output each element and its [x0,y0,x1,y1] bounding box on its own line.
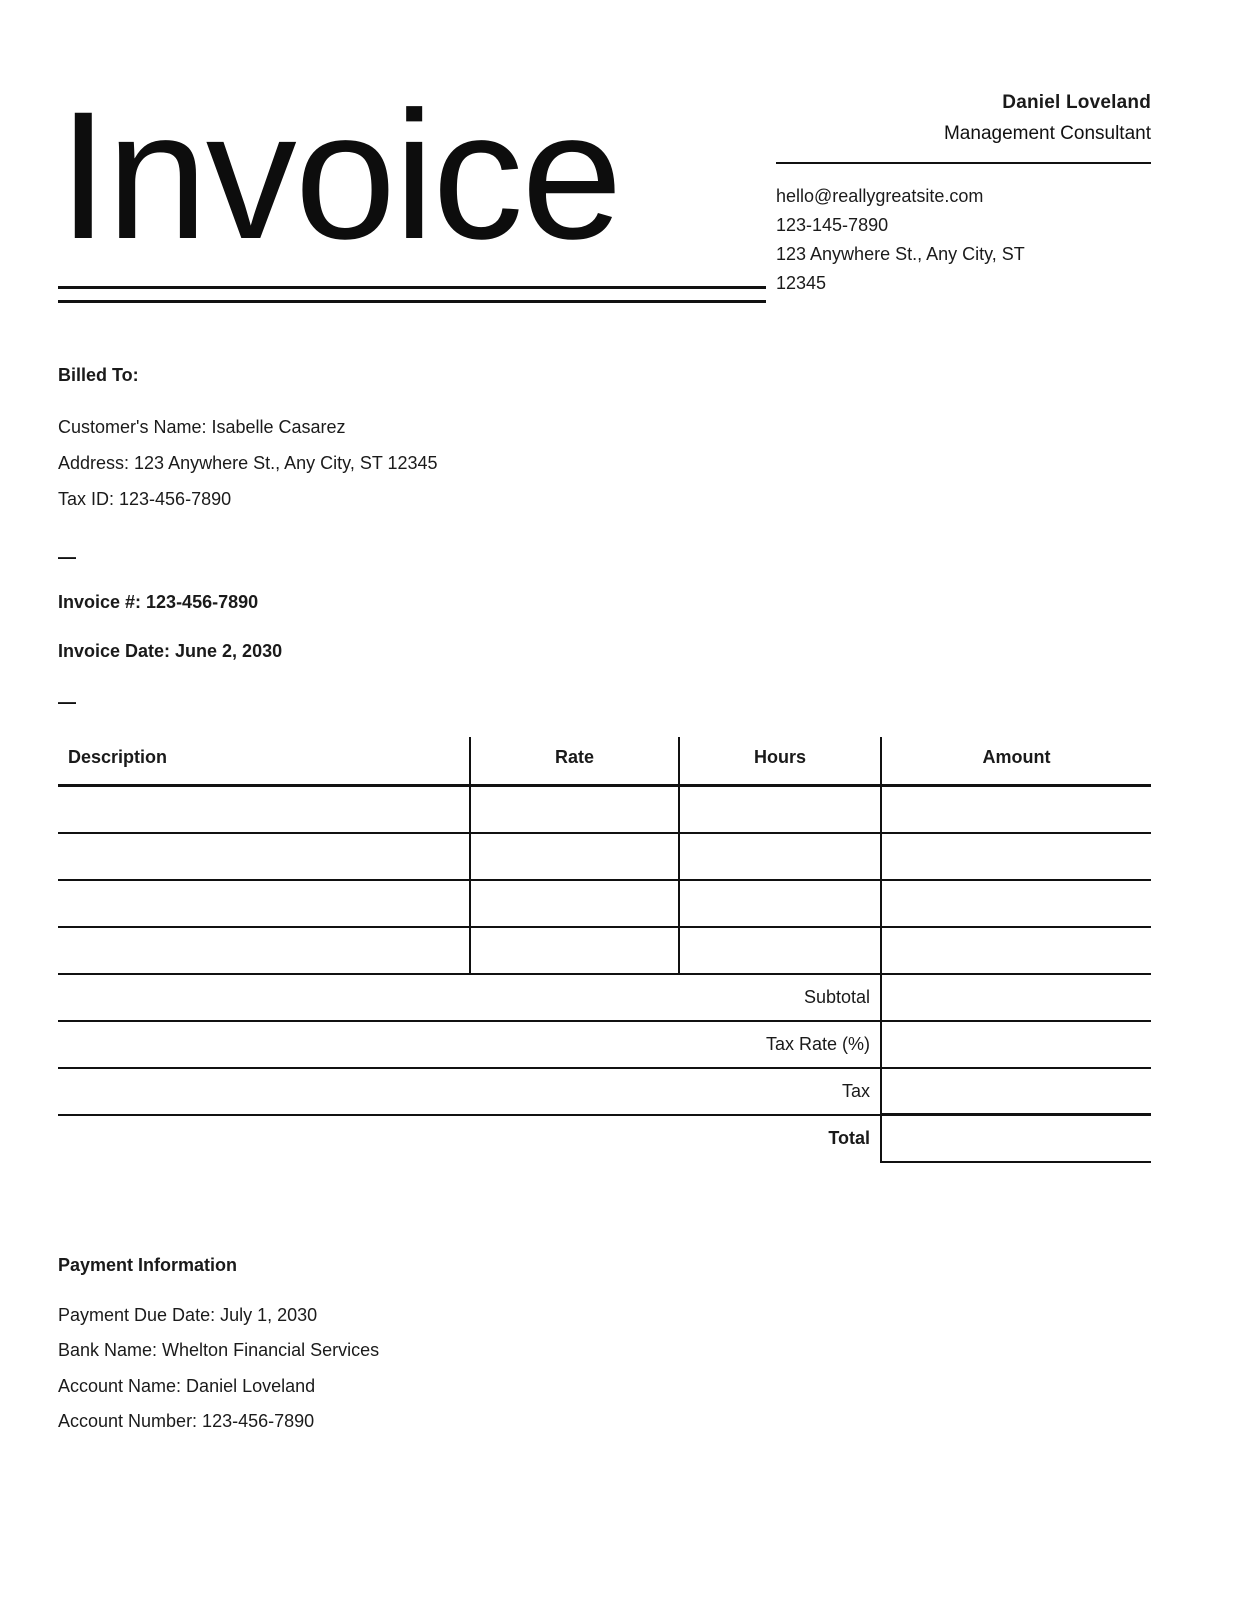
column-header-description: Description [58,737,470,786]
cell-rate[interactable] [470,880,679,927]
contact-block [770,86,1151,299]
payment-bank-name: Bank Name: Whelton Financial Services [58,1340,380,1361]
total-value[interactable] [881,1115,1151,1162]
cell-amount[interactable] [881,786,1151,833]
cell-rate[interactable] [470,833,679,880]
line-items-table [58,737,1151,1163]
contact-phone: 123-145-7890 [776,215,889,236]
cell-amount[interactable] [881,927,1151,974]
cell-description[interactable] [58,786,470,833]
cell-description[interactable] [58,880,470,927]
contact-name: Daniel Loveland [1002,92,1151,113]
page-title: Invoice [58,73,621,277]
invoice-body [0,365,1237,1439]
invoice-date: Invoice Date: June 2, 2030 [58,641,283,662]
payment-due-date: Payment Due Date: July 1, 2030 [58,1304,318,1325]
cell-hours[interactable] [679,927,881,974]
cell-description[interactable] [58,927,470,974]
table-row[interactable] [58,880,1151,927]
column-header-hours: Hours [679,737,881,786]
invoice-title-block [58,73,770,303]
table-row[interactable] [58,927,1151,974]
tax-value[interactable] [881,1068,1151,1115]
title-rule-bottom [58,300,766,303]
total-row [58,1115,1151,1162]
section-divider-dash-2: — [58,692,76,713]
tax-label: Tax [58,1068,881,1115]
invoice-number: Invoice #: 123-456-7890 [58,592,259,613]
contact-email: hello@reallygreatsite.com [776,186,984,206]
title-rules [58,286,766,303]
column-header-rate: Rate [470,737,679,786]
cell-rate[interactable] [470,927,679,974]
contact-address-line-1: 123 Anywhere St., Any City, ST [776,244,1025,265]
line-items-table-wrapper [58,737,1151,1163]
payment-account-name: Account Name: Daniel Loveland [58,1375,316,1396]
cell-rate[interactable] [470,786,679,833]
table-row[interactable] [58,833,1151,880]
cell-description[interactable] [58,833,470,880]
subtotal-row [58,974,1151,1021]
title-rule-top [58,286,766,289]
contact-address-line-2: 12345 [776,273,827,294]
cell-amount[interactable] [881,880,1151,927]
payment-information [58,1255,1151,1440]
tax-row [58,1068,1151,1115]
tax-rate-label: Tax Rate (%) [58,1021,881,1068]
invoice-header [0,0,1237,303]
billed-to-label: Billed To: [58,365,139,386]
subtotal-value[interactable] [881,974,1151,1021]
contact-role: Management Consultant [943,123,1151,144]
total-label: Total [828,1128,870,1149]
tax-rate-row [58,1021,1151,1068]
billed-to-customer-name: Customer's Name: Isabelle Casarez [58,417,346,438]
subtotal-label: Subtotal [58,974,881,1021]
tax-rate-value[interactable] [881,1021,1151,1068]
cell-hours[interactable] [679,833,881,880]
section-divider-dash-1: — [58,547,76,568]
contact-divider [776,162,1151,164]
column-header-amount: Amount [881,737,1151,786]
table-header-row [58,737,1151,786]
cell-hours[interactable] [679,880,881,927]
cell-amount[interactable] [881,833,1151,880]
payment-information-heading: Payment Information [58,1254,238,1275]
table-row[interactable] [58,786,1151,833]
payment-account-number: Account Number: 123-456-7890 [58,1411,315,1432]
billed-to-address: Address: 123 Anywhere St., Any City, ST 12345 [58,452,438,473]
cell-hours[interactable] [679,786,881,833]
billed-to-tax-id: Tax ID: 123-456-7890 [58,488,232,509]
